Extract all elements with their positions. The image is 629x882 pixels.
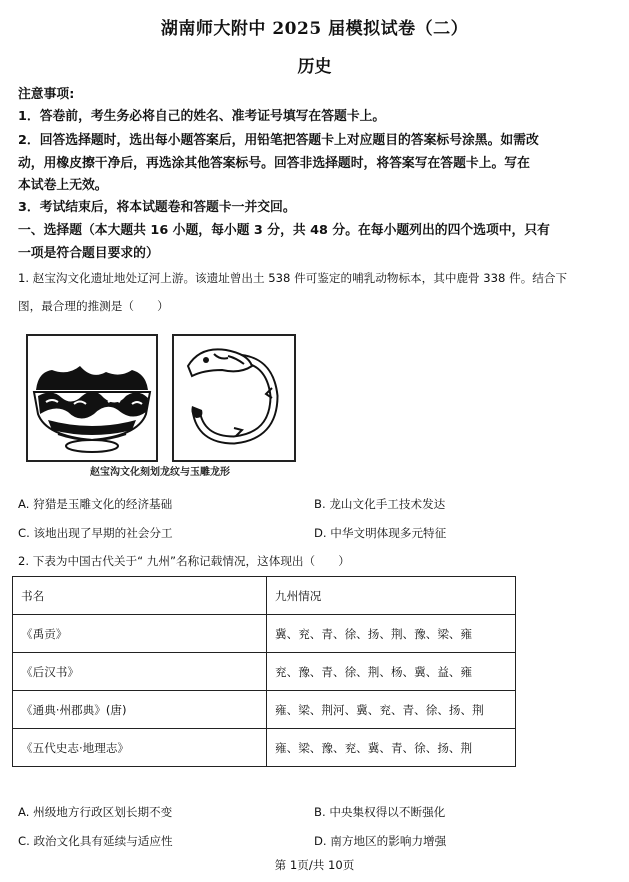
table-cell-book: 《后汉书》 — [13, 653, 267, 691]
table-header-provinces: 九州情况 — [267, 577, 516, 615]
table-row — [13, 653, 516, 691]
q2-stem: 2. 下表为中国古代关于“ 九州”名称记载情况，这体现出（ ） — [18, 554, 350, 568]
q2-option-c[interactable]: C. 政治文化具有延续与适应性 — [18, 834, 173, 848]
nine-provinces-table — [12, 576, 516, 767]
page-number: 第 1页/共 10页 — [274, 858, 355, 872]
pottery-figure — [26, 334, 158, 462]
q1-stem-line2: 图，最合理的推测是（ ） — [18, 299, 169, 313]
table-header-row — [13, 577, 516, 615]
q1-option-c[interactable]: C. 该地出现了早期的社会分工 — [18, 526, 173, 540]
table-cell-provinces: 兖、豫、青、徐、荆、杨、冀、益、雍 — [267, 653, 516, 691]
table-cell-provinces: 冀、兖、青、徐、扬、荆、豫、梁、雍 — [267, 615, 516, 653]
q2-option-d[interactable]: D. 南方地区的影响力增强 — [314, 834, 447, 848]
table-cell-provinces: 雍、梁、豫、兖、冀、青、徐、扬、荆 — [267, 729, 516, 767]
section-heading-line1: 一、选择题（本大题共 16 小题，每小题 3 分，共 48 分。在每小题列出的四个选项中，只有 — [18, 223, 550, 238]
table-row — [13, 729, 516, 767]
table-cell-book: 《禹贡》 — [13, 615, 267, 653]
figure-caption: 赵宝沟文化刻划龙纹与玉雕龙形 — [90, 467, 230, 478]
table-cell-book: 《通典·州郡典》(唐) — [13, 691, 267, 729]
notice-item-1: 1．答卷前，考生务必将自己的姓名、准考证号填写在答题卡上。 — [18, 109, 386, 124]
table-row — [13, 691, 516, 729]
q1-stem-line1: 1. 赵宝沟文化遗址地处辽河上游。该遗址曾出土 538 件可鉴定的哺乳动物标本，其中鹿骨 338 件。结合下 — [18, 271, 568, 285]
notice-item-2-line3: 本试卷上无效。 — [18, 178, 108, 193]
notice-item-3: 3．考试结束后，将本试题卷和答题卡一并交回。 — [18, 200, 296, 215]
table-cell-book: 《五代史志·地理志》 — [13, 729, 267, 767]
notice-heading: 注意事项: — [18, 87, 75, 102]
notice-item-2-line1: 2．回答选择题时，选出每小题答案后，用铅笔把答题卡上对应题目的答案标号涂黑。如需改 — [18, 133, 539, 148]
table-row — [13, 615, 516, 653]
q1-option-a[interactable]: A. 狩猎是玉雕文化的经济基础 — [18, 497, 173, 511]
jade-dragon-image — [174, 336, 294, 460]
q2-option-a[interactable]: A. 州级地方行政区划长期不变 — [18, 805, 173, 819]
table-header-book: 书名 — [13, 577, 267, 615]
section-heading-line2: 一项是符合题目要求的） — [18, 246, 159, 261]
jade-dragon-figure — [172, 334, 296, 462]
subject-title: 历史 — [297, 57, 332, 77]
pottery-dragon-pattern-image — [28, 336, 156, 460]
table-cell-provinces: 雍、梁、荆河、冀、兖、青、徐、扬、荆 — [267, 691, 516, 729]
q1-option-b[interactable]: B. 龙山文化手工技术发达 — [314, 497, 446, 511]
notice-item-2-line2: 动，用橡皮擦干净后，再选涂其他答案标号。回答非选择题时，将答案写在答题卡上。写在 — [18, 156, 530, 171]
exam-title: 湖南师大附中 2025 届模拟试卷（二） — [160, 19, 469, 39]
q2-option-b[interactable]: B. 中央集权得以不断强化 — [314, 805, 446, 819]
q1-option-d[interactable]: D. 中华文明体现多元特征 — [314, 526, 447, 540]
